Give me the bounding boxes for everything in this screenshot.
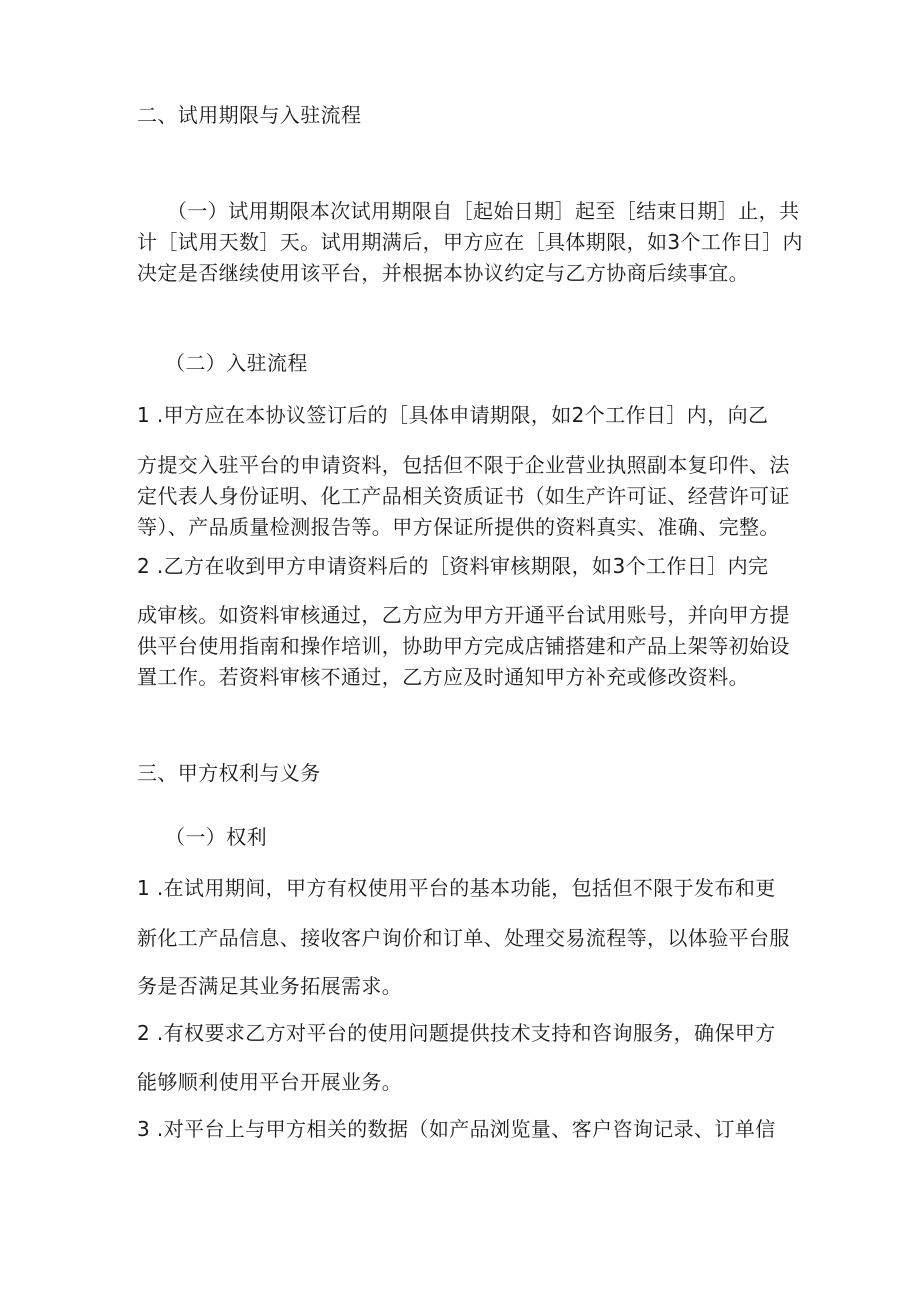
onboarding-item-1-line: 方提交入驻平台的申请资料，包括但不限于企业营业执照副本复印件、法 xyxy=(137,453,790,477)
section-2-heading: 二、试用期限与入驻流程 xyxy=(137,103,362,127)
onboarding-item-1-first-line: 1 .甲方应在本协议签订后的［具体申请期限，如2个工作日］内，向乙 xyxy=(137,403,769,427)
rights-item-1-line: 务是否满足其业务拓展需求。 xyxy=(137,974,403,998)
onboarding-item-2-line: 成审核。如资料审核通过，乙方应为甲方开通平台试用账号，并向甲方提 xyxy=(137,603,790,627)
onboarding-subheading: （二）入驻流程 xyxy=(165,351,308,375)
onboarding-item-1-line: 等）、产品质量检测报告等。甲方保证所提供的资料真实、准确、完整。 xyxy=(137,515,780,539)
trial-period-line-1: （一）试用期限本次试用期限自［起始日期］起至［结束日期］止，共 xyxy=(167,199,800,223)
rights-subheading: （一）权利 xyxy=(165,825,267,849)
rights-item-2-line: 2 .有权要求乙方对平台的使用问题提供技术支持和咨询服务，确保甲方 xyxy=(137,1021,776,1045)
onboarding-item-2-body xyxy=(137,600,790,693)
rights-item-2-line: 能够顺利使用平台开展业务。 xyxy=(137,1070,403,1094)
onboarding-item-1-line: 定代表人身份证明、化工产品相关资质证书（如生产许可证、经营许可证 xyxy=(137,484,790,508)
trial-period-line-3: 决定是否继续使用该平台，并根据本协议约定与乙方协商后续事宜。 xyxy=(137,261,749,285)
trial-period-paragraph xyxy=(137,196,803,289)
section-3-heading: 三、甲方权利与义务 xyxy=(137,761,321,785)
trial-period-line-2: 计［试用天数］天。试用期满后，甲方应在［具体期限，如3个工作日］内 xyxy=(137,230,803,254)
onboarding-item-2-line: 置工作。若资料审核不通过，乙方应及时通知甲方补充或修改资料。 xyxy=(137,665,749,689)
onboarding-item-2-line: 供平台使用指南和操作培训，协助甲方完成店铺搭建和产品上架等初始设 xyxy=(137,634,790,658)
rights-item-1-line: 1 .在试用期间，甲方有权使用平台的基本功能，包括但不限于发布和更 xyxy=(137,876,776,900)
onboarding-item-1-body xyxy=(137,450,790,543)
rights-item-1-line: 新化工产品信息、接收客户询价和订单、处理交易流程等，以体验平台服 xyxy=(137,926,790,950)
onboarding-item-2-first-line: 2 .乙方在收到甲方申请资料后的［资料审核期限，如3个工作日］内完 xyxy=(137,554,769,578)
rights-item-3-line: 3 .对平台上与甲方相关的数据（如产品浏览量、客户咨询记录、订单信 xyxy=(137,1117,776,1141)
